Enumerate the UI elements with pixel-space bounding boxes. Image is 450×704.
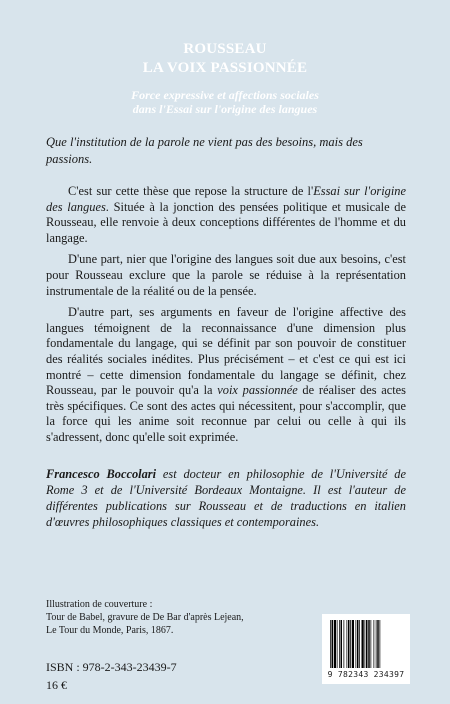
barcode-bar	[380, 620, 381, 668]
credits-line-3: Le Tour du Monde, Paris, 1867.	[46, 625, 174, 636]
subtitle-line2-work-title: Essai sur l'origine des langues	[165, 102, 318, 116]
barcode-bar	[350, 620, 351, 668]
blurb-paragraph-3	[46, 305, 406, 445]
book-title-line2: LA VOIX PASSIONNÉE	[142, 60, 308, 76]
barcode-bar	[337, 620, 338, 668]
blurb-paragraph-2: D'une part, nier que l'origine des langues soit due aux besoins, c'est pour Rousseau exclure que la parole se réduise à la représentation instrumentale de la réalité ou de la pensée.	[46, 252, 406, 298]
credits-line-1: Illustration de couverture :	[46, 599, 153, 610]
isbn: ISBN : 978-2-343-23439-7	[46, 660, 177, 674]
barcode-bar	[366, 620, 368, 668]
barcode-bars	[330, 620, 404, 668]
subtitle-line1: Force expressive et affections sociales	[131, 88, 319, 102]
subtitle-line2	[0, 102, 450, 116]
price: 16 €	[46, 678, 67, 692]
isbn-price-block	[46, 658, 177, 694]
barcode-bar	[341, 620, 343, 668]
barcode-bar	[377, 620, 379, 668]
p1-text-b: . Située à la jonction des pensées politique et musicale de Rousseau, elle renvoie à deux conceptions différentes de l'homme et du langage.	[46, 199, 406, 245]
blurb	[46, 184, 406, 452]
barcode-bar	[347, 620, 348, 668]
barcode-bar	[348, 620, 350, 668]
cover-credits	[46, 598, 306, 637]
barcode-bar	[339, 620, 340, 668]
author-bio	[46, 466, 406, 530]
title-block	[0, 40, 450, 116]
barcode-number: 9 782343 234397	[327, 670, 405, 679]
blurb-paragraph-1	[46, 184, 406, 246]
barcode-bar	[362, 620, 364, 668]
p1-text-a: C'est sur cette thèse que repose la structure de l'	[68, 184, 314, 198]
credits-line-2: Tour de Babel, gravure de De Bar d'après Lejean,	[46, 612, 244, 623]
book-subtitle	[0, 88, 450, 116]
barcode-bar	[371, 620, 372, 668]
barcode-bar	[368, 620, 370, 668]
p1-work-title: Essai sur l'origine des langues	[46, 184, 406, 214]
barcode-bar	[365, 620, 366, 668]
barcode-bar	[376, 620, 377, 668]
author-bio-text: est docteur en philosophie de l'Université de Rome 3 et de l'Université Bordeaux Montaigne. Il est l'auteur de différentes publications sur Rousseau et de traductions en italien d'œuvres philosophiques classiques et contemporaines.	[46, 467, 406, 529]
barcode-bar	[374, 620, 375, 668]
barcode-bar	[359, 620, 360, 668]
author-name: Francesco Boccolari	[46, 467, 157, 481]
barcode-bar	[334, 620, 336, 668]
p3-emphasis: voix passionnée	[217, 383, 298, 398]
p3-text-b: de réaliser des actes très spécifiques. Ce sont des actes qui nécessitent, pour s'accomplir, que la force qui les anime soit reconnue par celui ou celle à qui ils s'adressent, donc qu'elle soit exprimée.	[46, 383, 407, 444]
barcode-bar	[356, 620, 357, 668]
subtitle-line2-prefix: dans l'	[132, 102, 166, 116]
barcode-bar	[330, 620, 331, 668]
barcode-bar	[352, 620, 354, 668]
book-title-line1: ROUSSEAU	[183, 41, 267, 57]
barcode-bar	[332, 620, 334, 668]
barcode-bar	[344, 620, 345, 668]
p3-text-a: D'autre part, ses arguments en faveur de l'origine affective des langues témoignent de la reconnaissance d'une dimension plus fondamentale du langage, qui se définit par son pouvoir de constituer des réalités sociales inédites. Plus précisément – et c'est ce qui est ici montré – cette dimension fondamentale du langage se définit, chez Rousseau, par le pouvoir qu'a la	[46, 305, 406, 398]
barcode-bar	[357, 620, 359, 668]
barcode	[322, 614, 410, 684]
epigraph: Que l'institution de la parole ne vient pas des besoins, mais des passions.	[46, 135, 363, 166]
